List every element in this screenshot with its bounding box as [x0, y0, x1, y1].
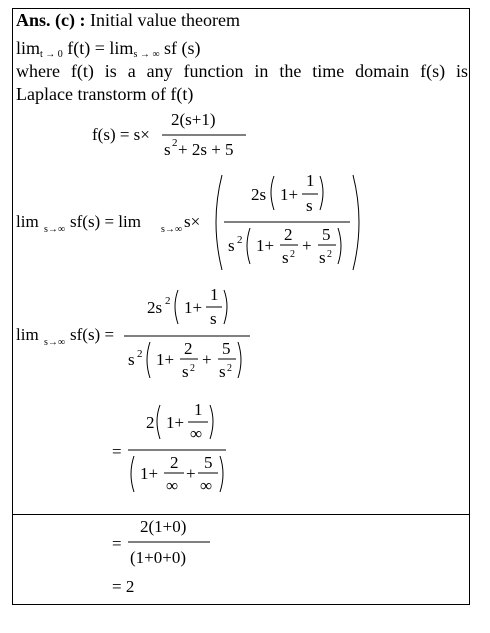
eq2-den-s2b: s: [319, 248, 326, 267]
eq3-num-coef: 2s: [147, 298, 163, 317]
answer-title: Initial value theorem: [85, 10, 240, 30]
eq2-den-one: 1+: [256, 236, 275, 255]
lim-subscript: t → 0: [40, 49, 63, 60]
eq1-den-s: s: [164, 140, 171, 159]
paren: [238, 342, 241, 378]
eq3-lim: lim: [16, 325, 39, 344]
eq3-den-s2b: s: [219, 362, 226, 381]
eq4-frac-den: ∞: [190, 424, 203, 443]
eq4-den-inf2: ∞: [200, 476, 213, 495]
eq2-num-coef: 2s: [251, 185, 267, 204]
eq4-den-one: 1+: [140, 464, 159, 483]
eq3-frac-den: s: [210, 309, 217, 328]
big-paren-left: [216, 175, 222, 270]
eq3-den-one: 1+: [156, 350, 175, 369]
eq4-frac-num: 1: [194, 400, 203, 419]
eq3-lim-sub: s→∞: [44, 337, 66, 348]
eq3-plus: +: [202, 350, 212, 369]
final-result: = 2: [112, 577, 135, 596]
eq2-frac-den: s: [306, 196, 313, 215]
paren: [210, 405, 213, 439]
equation-2: [16, 171, 359, 270]
svg-text:2: 2: [227, 363, 232, 374]
paren: [220, 456, 223, 492]
svg-text:2: 2: [190, 363, 195, 374]
eq2-frac-num: 1: [306, 171, 315, 190]
lim-subscript: s → ∞: [133, 49, 160, 60]
eq3-frac-num: 1: [210, 285, 219, 304]
paren: [131, 456, 134, 492]
eq1-lhs: f(s) = s×: [92, 125, 150, 144]
eq1-den-rest: + 2s + 5: [178, 140, 234, 159]
lim-expression: f(t) = lim: [62, 38, 134, 58]
eq2-den-s2: s: [282, 248, 289, 267]
eq3-den-exp: 2: [137, 348, 143, 360]
eq2-rhs-sub: s→∞: [161, 224, 183, 235]
eq2-rhs-expr: s×: [184, 212, 201, 231]
eq2-den-s: s: [228, 236, 235, 255]
eq4-den-2: 2: [170, 453, 179, 472]
equation-5: [112, 517, 210, 567]
eq3-lhs-expr: sf(s) =: [70, 325, 115, 344]
lim-expression: sf (s): [159, 38, 201, 58]
eq1-den-exp: 2: [172, 137, 178, 149]
eq3-den-s2: s: [182, 362, 189, 381]
svg-text:2: 2: [327, 249, 332, 260]
eq2-num-one: 1+: [280, 185, 299, 204]
paren: [338, 228, 341, 264]
paren: [147, 342, 150, 378]
equation-4: [112, 400, 226, 495]
eq1-numerator: 2(s+1): [171, 110, 216, 129]
eq2-plus: +: [302, 236, 312, 255]
paren: [157, 405, 160, 439]
eq3-den-5: 5: [222, 339, 231, 358]
paren: [320, 176, 323, 210]
svg-text:2: 2: [290, 249, 295, 260]
explanation-line-2: Laplace transtorm of f(t): [16, 84, 194, 104]
paren: [175, 290, 178, 324]
eq4-plus: +: [186, 464, 196, 483]
eq2-den-exp: 2: [237, 234, 243, 246]
eq3-den-2: 2: [184, 339, 193, 358]
eq4-equals: =: [112, 442, 122, 461]
equation-3: [16, 285, 250, 381]
eq4-den-5: 5: [204, 453, 213, 472]
eq5-numerator: 2(1+0): [140, 517, 187, 536]
eq2-den-2: 2: [284, 225, 293, 244]
lim-text: lim: [16, 38, 41, 58]
eq4-den-inf: ∞: [166, 476, 179, 495]
eq4-num-one: 1+: [166, 413, 185, 432]
big-paren-right: [353, 175, 359, 270]
paren: [247, 228, 250, 264]
equation-1: [92, 110, 246, 159]
eq2-lim: lim: [16, 212, 39, 231]
eq3-num-exp: 2: [165, 295, 171, 307]
eq2-lim-sub: s→∞: [44, 224, 66, 235]
eq3-den-s: s: [128, 350, 135, 369]
paren: [271, 176, 274, 210]
eq2-den-5: 5: [322, 225, 331, 244]
eq3-num-one: 1+: [184, 298, 203, 317]
eq2-lhs-expr: sf(s) = lim: [70, 212, 141, 231]
equation-6: [112, 577, 134, 596]
paren: [224, 290, 227, 324]
answer-label: Ans. (c) :: [16, 10, 86, 30]
eq5-equals: =: [112, 534, 122, 553]
eq5-denominator: (1+0+0): [130, 548, 186, 567]
eq4-num-coef: 2: [146, 413, 155, 432]
explanation-line-1: where f(t) is a any function in the time domain f(s) is: [16, 61, 468, 81]
